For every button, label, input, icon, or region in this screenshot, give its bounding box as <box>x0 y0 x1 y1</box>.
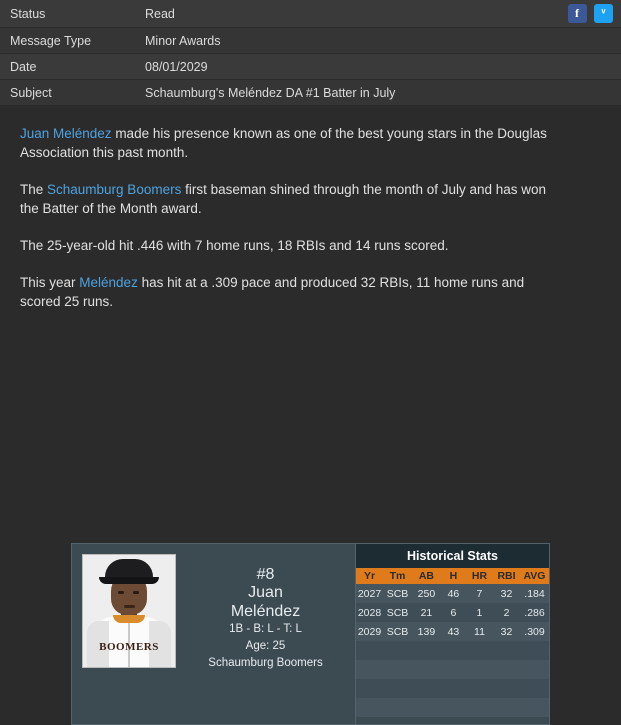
paragraph-2-text: first baseman shined through the month of July and has won the Batter of the Month award. <box>20 182 547 216</box>
stats-cell-avg: .184 <box>520 584 549 603</box>
stats-header-avg: AVG <box>520 568 549 584</box>
player-position-line: 1B - B: L - T: L <box>229 623 302 635</box>
message-type-value: Minor Awards <box>135 28 621 54</box>
historical-stats-title: Historical Stats <box>356 544 549 568</box>
stats-cell-rbi: 32 <box>493 584 520 603</box>
player-number: #8 <box>256 566 275 583</box>
player-link-melendez[interactable]: Juan Meléndez <box>20 126 112 141</box>
stats-cell-tm: SCB <box>383 584 412 603</box>
status-label: Status <box>0 0 135 28</box>
status-value: Read <box>135 0 533 28</box>
subject-value: Schaumburg's Meléndez DA #1 Batter in July <box>135 80 621 106</box>
stats-cell-rbi: 2 <box>493 603 520 622</box>
facebook-share-icon[interactable]: f <box>568 4 587 23</box>
table-row <box>0 0 621 28</box>
paragraph-1 <box>20 124 561 162</box>
table-row <box>0 54 621 80</box>
stats-cell-rbi: 32 <box>493 622 520 641</box>
stats-cell-yr: 2029 <box>356 622 383 641</box>
stats-header-rbi: RBI <box>493 568 520 584</box>
table-row-empty <box>356 698 549 717</box>
stats-cell-hr: 7 <box>466 584 493 603</box>
table-row <box>0 80 621 106</box>
paragraph-3: The 25-year-old hit .446 with 7 home runs, 18 RBIs and 14 runs scored. <box>20 238 449 253</box>
stats-header-h: H <box>441 568 466 584</box>
stats-cell-yr: 2027 <box>356 584 383 603</box>
stats-cell-h: 43 <box>441 622 466 641</box>
paragraph-4 <box>20 273 561 311</box>
player-link-melendez-2[interactable]: Meléndez <box>79 275 138 290</box>
date-value: 08/01/2029 <box>135 54 621 80</box>
stats-cell-avg: .286 <box>520 603 549 622</box>
paragraph-2-pre: The <box>20 182 48 197</box>
message-header-table <box>0 0 621 106</box>
stats-cell-h: 46 <box>441 584 466 603</box>
stats-cell-h: 6 <box>441 603 466 622</box>
table-row <box>356 622 549 641</box>
team-link-boomers[interactable]: Schaumburg Boomers <box>47 182 182 197</box>
historical-stats-table <box>356 568 549 717</box>
player-portrait <box>82 554 176 668</box>
stats-cell-ab: 250 <box>412 584 441 603</box>
player-summary-panel <box>71 543 551 725</box>
message-type-label: Message Type <box>0 28 135 54</box>
share-buttons <box>533 0 621 28</box>
article-body <box>0 106 581 311</box>
stats-header-ab: AB <box>412 568 441 584</box>
stats-cell-yr: 2028 <box>356 603 383 622</box>
table-row <box>0 28 621 54</box>
stats-header-hr: HR <box>466 568 493 584</box>
stats-cell-ab: 139 <box>412 622 441 641</box>
jersey-text: BOOMERS <box>99 641 159 653</box>
stats-cell-tm: SCB <box>383 622 412 641</box>
paragraph-2 <box>20 180 561 218</box>
paragraph-1-text: made his presence known as one of the best young stars in the Douglas Association this past month. <box>20 126 547 160</box>
stats-cell-tm: SCB <box>383 603 412 622</box>
table-row-empty <box>356 660 549 679</box>
player-first-name: Juan <box>248 584 283 601</box>
stats-header-row <box>356 568 549 584</box>
stats-header-yr: Yr <box>356 568 383 584</box>
table-row <box>356 584 549 603</box>
date-label: Date <box>0 54 135 80</box>
paragraph-4-text: has hit at a .309 pace and produced 32 RBIs, 11 home runs and scored 25 runs. <box>20 275 525 309</box>
table-row-empty <box>356 641 549 660</box>
table-row-empty <box>356 679 549 698</box>
paragraph-4-pre: This year <box>20 275 80 290</box>
historical-stats-card <box>356 543 550 725</box>
player-info <box>176 554 355 672</box>
stats-cell-hr: 11 <box>466 622 493 641</box>
table-row <box>356 603 549 622</box>
player-last-name: Meléndez <box>230 603 301 620</box>
stats-cell-hr: 1 <box>466 603 493 622</box>
player-card[interactable] <box>71 543 356 725</box>
stats-cell-avg: .309 <box>520 622 549 641</box>
player-age: Age: 25 <box>245 640 286 652</box>
player-team: Schaumburg Boomers <box>208 657 323 669</box>
stats-header-tm: Tm <box>383 568 412 584</box>
stats-cell-ab: 21 <box>412 603 441 622</box>
twitter-share-icon[interactable]: ᵛ <box>594 4 613 23</box>
subject-label: Subject <box>0 80 135 106</box>
